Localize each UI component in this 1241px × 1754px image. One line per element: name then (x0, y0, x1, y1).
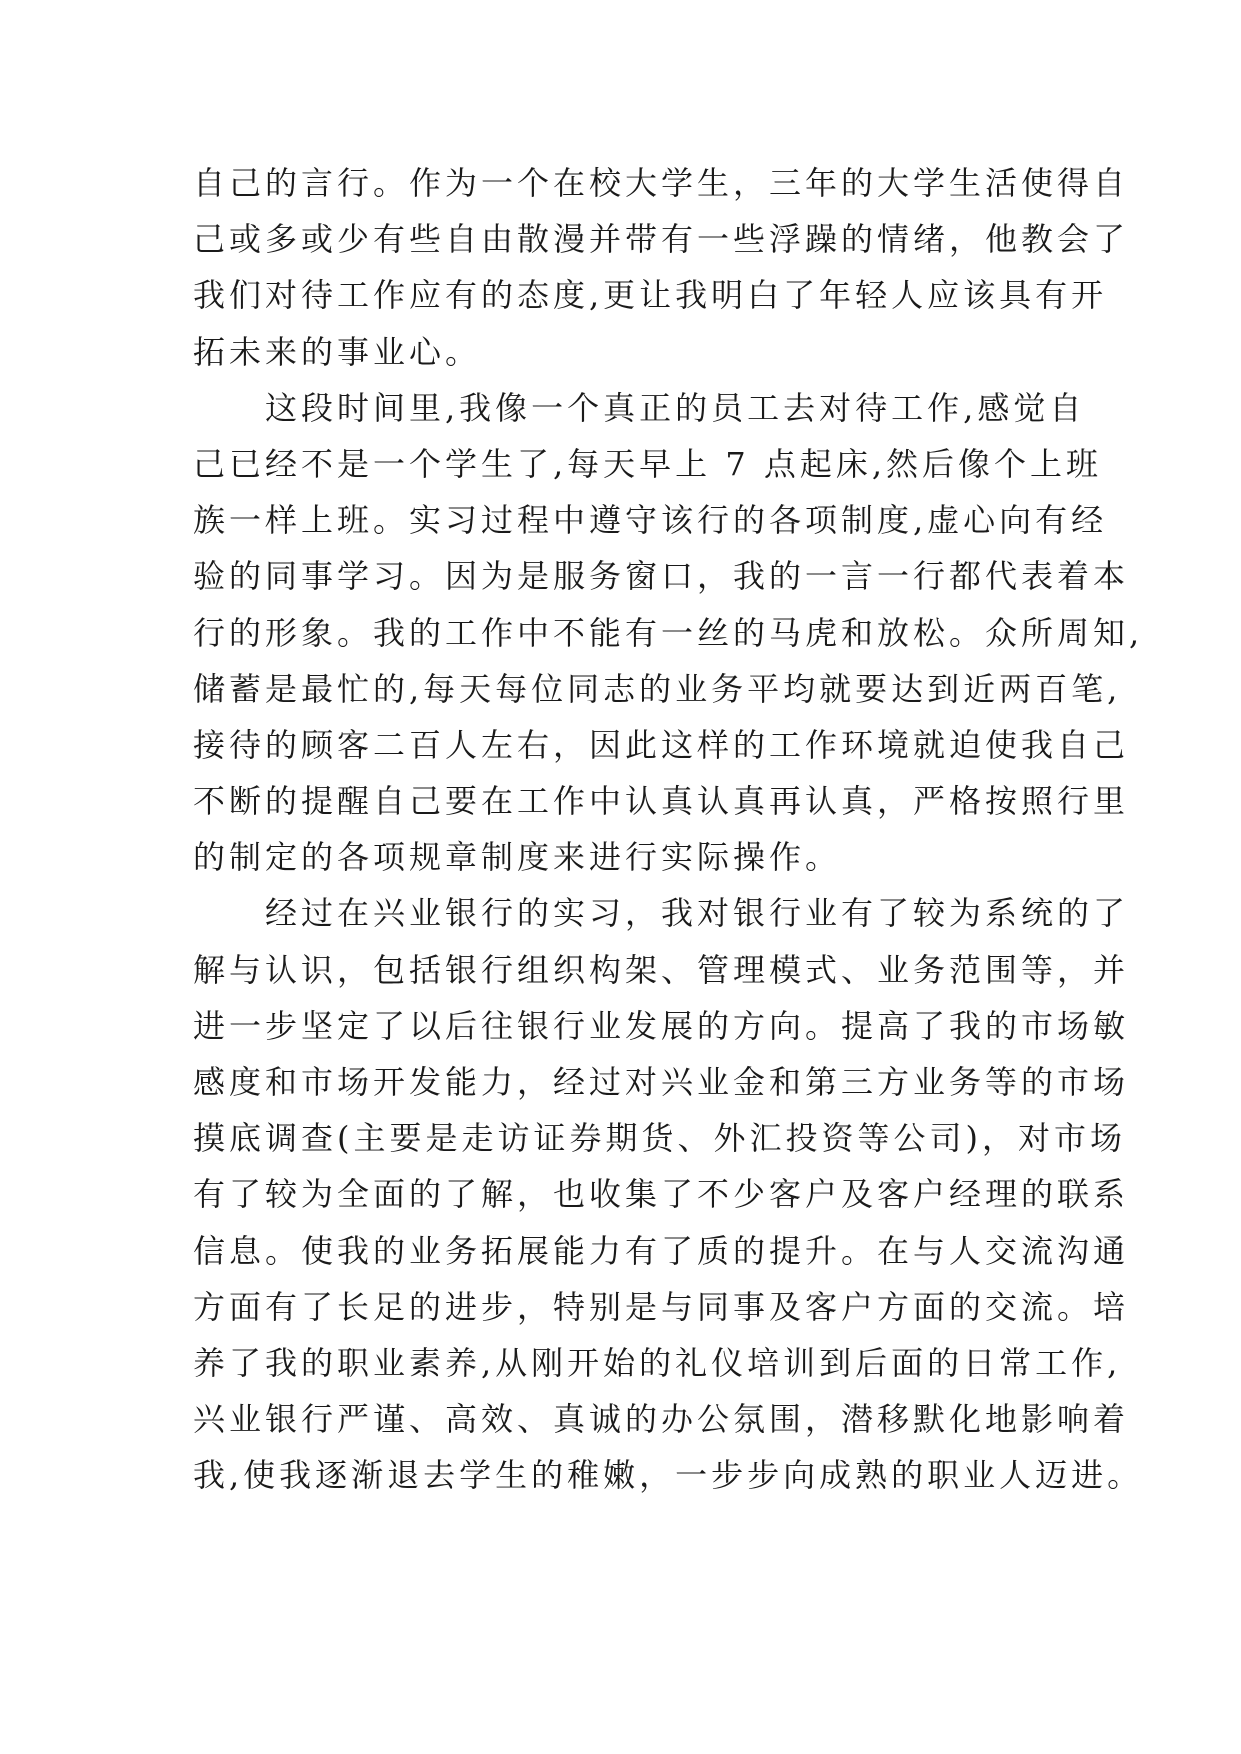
paragraph-2 (193, 380, 1144, 886)
text-line: 不断的提醒自己要在工作中认真认真再认真，严格按照行里 (193, 782, 1130, 821)
text-line: 养了我的职业素养,从刚开始的礼仪培训到后面的日常工作, (193, 1343, 1122, 1382)
text-line: 方面有了长足的进步，特别是与同事及客户方面的交流。培 (193, 1287, 1130, 1326)
text-line: 进一步坚定了以后往银行业发展的方向。提高了我的市场敏 (193, 1006, 1130, 1045)
text-line: 经过在兴业银行的实习，我对银行业有了较为系统的了 (193, 894, 1130, 933)
text-line: 解与认识，包括银行组织构架、管理模式、业务范围等，并 (193, 950, 1130, 989)
text-line: 信息。使我的业务拓展能力有了质的提升。在与人交流沟通 (193, 1231, 1130, 1270)
text-line: 行的形象。我的工作中不能有一丝的马虎和放松。众所周知, (193, 613, 1144, 652)
document-body (193, 155, 1144, 1504)
text-line: 验的同事学习。因为是服务窗口，我的一言一行都代表着本 (193, 557, 1130, 596)
paragraph-1 (193, 155, 1130, 380)
text-line: 己或多或少有些自由散漫并带有一些浮躁的情绪，他教会了 (193, 220, 1130, 259)
text-line: 这段时间里,我像一个真正的员工去对待工作,感觉自 (193, 388, 1086, 427)
paragraph-3 (193, 885, 1144, 1503)
text-line: 有了较为全面的了解，也收集了不少客户及客户经理的联系 (193, 1175, 1130, 1214)
text-line: 族一样上班。实习过程中遵守该行的各项制度,虚心向有经 (193, 501, 1108, 540)
text-line: 感度和市场开发能力，经过对兴业金和第三方业务等的市场 (193, 1063, 1130, 1101)
text-line: 兴业银行严谨、高效、真诚的办公氛围，潜移默化地影响着 (193, 1400, 1130, 1439)
text-line: 摸底调查(主要是走访证券期货、外汇投资等公司)，对市场 (193, 1119, 1126, 1158)
text-line: 我,使我逐渐退去学生的稚嫩，一步步向成熟的职业人迈进。 (193, 1456, 1144, 1495)
text-line: 我们对待工作应有的态度,更让我明白了年轻人应该具有开 (193, 276, 1108, 315)
text-line: 拓未来的事业心。 (193, 332, 482, 371)
text-line: 储蓄是最忙的,每天每位同志的业务平均就要达到近两百笔, (193, 669, 1122, 708)
text-line: 自己的言行。作为一个在校大学生，三年的大学生活使得自 (193, 164, 1130, 202)
text-line: 己已经不是一个学生了,每天早上 7 点起床,然后像个上班 (193, 444, 1103, 483)
text-line: 的制定的各项规章制度来进行实际操作。 (193, 838, 842, 877)
text-line: 接待的顾客二百人左右，因此这样的工作环境就迫使我自己 (193, 725, 1130, 764)
